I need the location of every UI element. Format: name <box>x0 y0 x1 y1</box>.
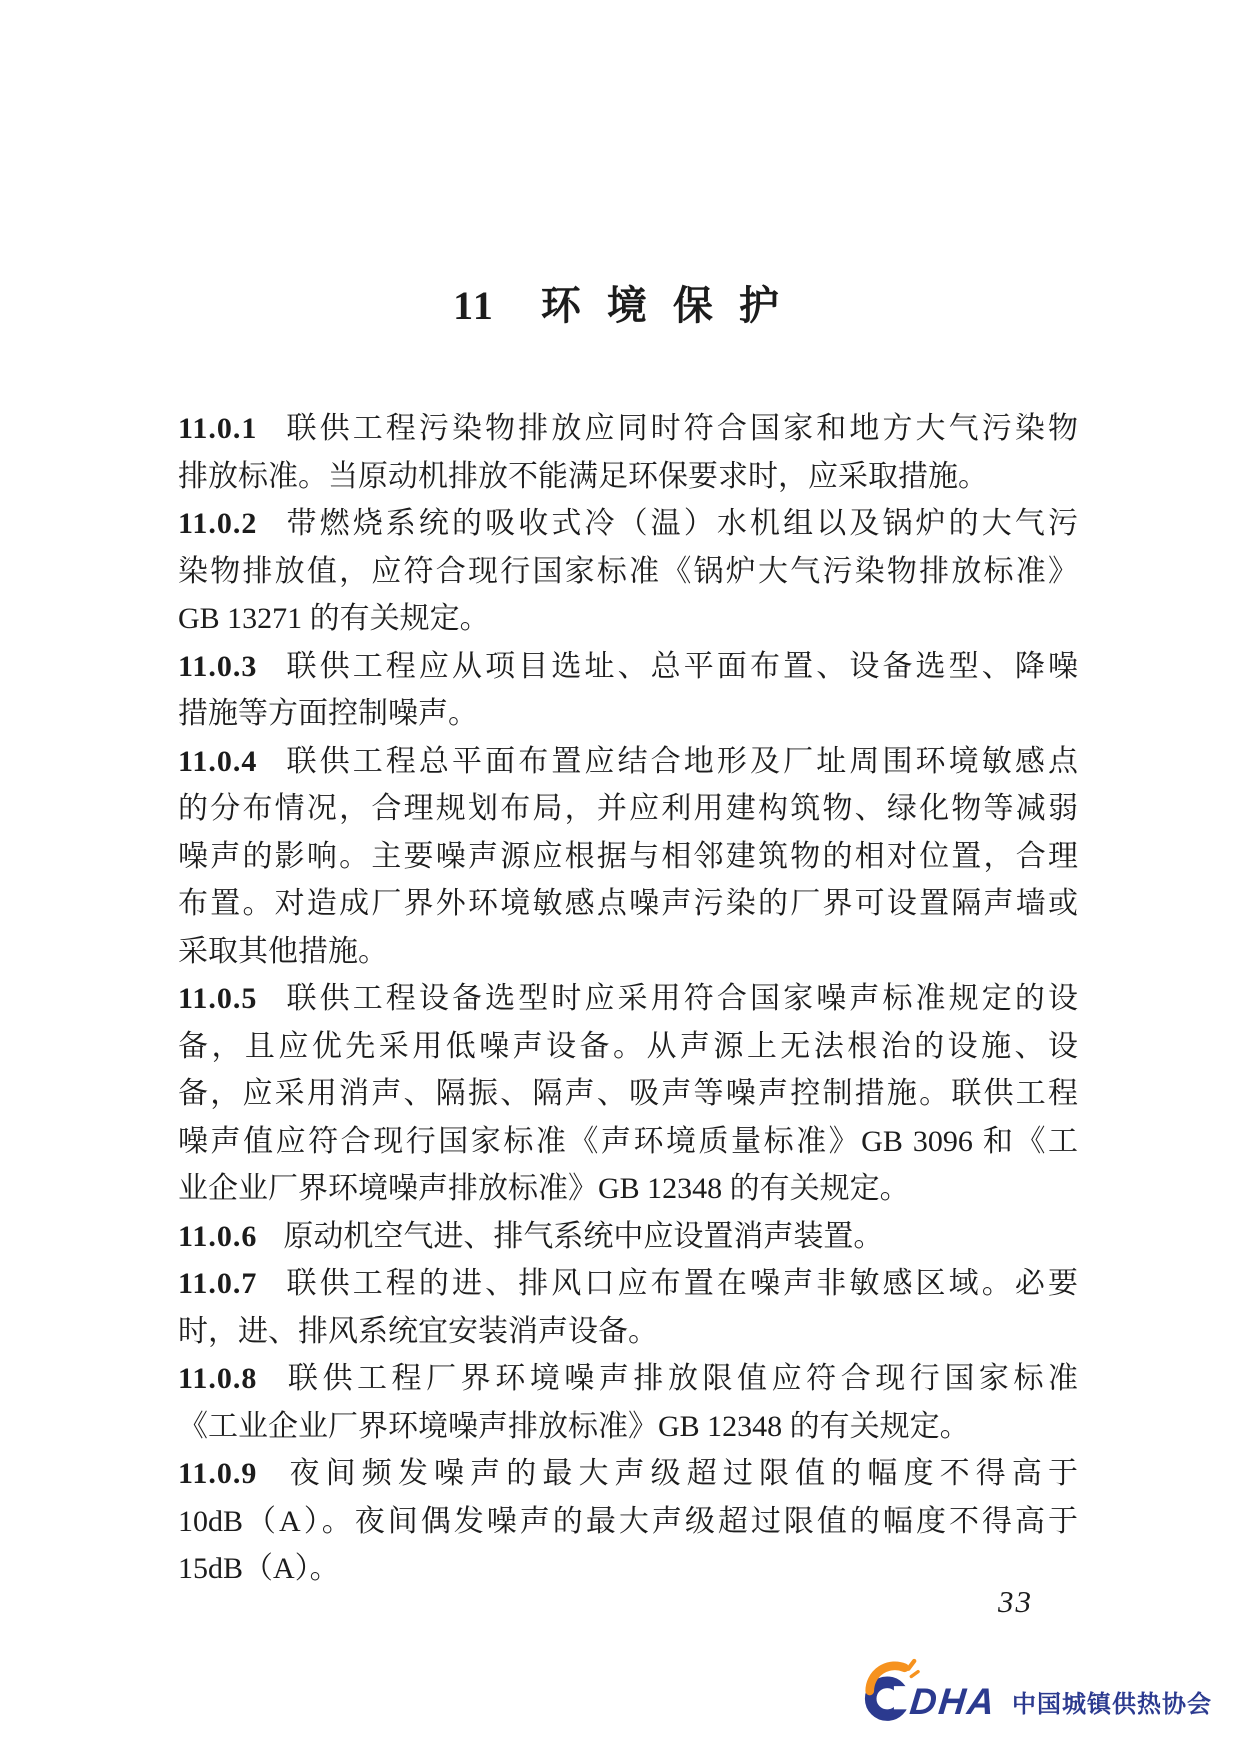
clause-text: 噪声值应符合现行国家标准《声环境质量标准》GB 3096 和《工 <box>178 1124 1078 1158</box>
text-line <box>178 1498 1078 1546</box>
text-line <box>178 1070 1078 1118</box>
clause-text: 联供工程设备选型时应采用符合国家噪声标准规定的设 <box>283 982 1078 1015</box>
clause-number: 11.0.4 <box>178 744 258 778</box>
clause-text: 联供工程的进、排风口应布置在噪声非敏感区域。必要 <box>283 1267 1078 1300</box>
text-line <box>178 1260 1078 1308</box>
clause-number: 11.0.2 <box>178 507 258 540</box>
association-name: 中国城镇供热协会 <box>1012 1691 1212 1718</box>
clause-text: 染物排放值，应符合现行国家标准《锅炉大气污染物排放标准》 <box>178 554 1078 588</box>
clause-text: 的分布情况，合理规划布局，并应利用建构筑物、绿化物等减弱 <box>178 792 1078 825</box>
clause-text: 采取其他措施。 <box>178 934 388 968</box>
clause-text: 夜间频发噪声的最大声级超过限值的幅度不得高于 <box>283 1457 1078 1490</box>
clause-number: 11.0.1 <box>178 412 258 445</box>
text-line <box>178 1023 1078 1071</box>
clause-text: 排放标准。当原动机排放不能满足环保要求时，应采取措施。 <box>178 459 988 493</box>
association-logo <box>862 1655 1212 1725</box>
clause-text: 10dB（A）。夜间偶发噪声的最大声级超过限值的幅度不得高于 <box>178 1504 1078 1538</box>
clause-text: 布置。对造成厂界外环境敏感点噪声污染的厂界可设置隔声墙或 <box>178 887 1078 920</box>
clause-text: 业企业厂界环境噪声排放标准》GB 12348 的有关规定。 <box>178 1172 910 1205</box>
chapter-number: 11 <box>453 283 495 328</box>
text-line <box>178 1213 1078 1261</box>
text-line <box>178 1545 1078 1593</box>
text-line <box>178 1450 1078 1498</box>
text-line <box>178 500 1078 548</box>
text-line <box>178 880 1078 928</box>
clause-text: 联供工程应从项目选址、总平面布置、设备选型、降噪 <box>283 649 1078 683</box>
text-line <box>178 595 1078 643</box>
text-line <box>178 548 1078 596</box>
clause-text: 联供工程污染物排放应同时符合国家和地方大气污染物 <box>283 412 1078 445</box>
clause-text: 15dB（A）。 <box>178 1552 340 1585</box>
clause-number: 11.0.8 <box>178 1362 258 1395</box>
clause-text: 时，进、排风系统宜安装消声设备。 <box>178 1314 658 1348</box>
page-number: 33 <box>998 1584 1033 1619</box>
text-line <box>178 975 1078 1023</box>
text-line <box>178 643 1078 691</box>
text-line <box>178 405 1078 453</box>
text-line <box>178 1118 1078 1166</box>
text-line <box>178 690 1078 738</box>
clause-number: 11.0.3 <box>178 649 258 683</box>
page-body <box>178 405 1078 1593</box>
text-line <box>178 928 1078 976</box>
clause-text: 带燃烧系统的吸收式冷（温）水机组以及锅炉的大气污 <box>283 507 1078 540</box>
clause-text: 备，应采用消声、隔振、隔声、吸声等噪声控制措施。联供工程 <box>178 1077 1078 1110</box>
clause-text: 联供工程总平面布置应结合地形及厂址周围环境敏感点 <box>283 744 1078 778</box>
clause-text: 备，且应优先采用低噪声设备。从声源上无法根治的设施、设 <box>178 1029 1078 1063</box>
clause-number: 11.0.5 <box>178 982 258 1015</box>
text-line <box>178 833 1078 881</box>
text-line <box>178 453 1078 501</box>
clause-number: 11.0.9 <box>178 1457 258 1490</box>
text-line <box>178 1355 1078 1403</box>
text-line <box>178 1308 1078 1356</box>
text-line <box>178 785 1078 833</box>
text-line <box>178 738 1078 786</box>
text-line <box>178 1165 1078 1213</box>
clause-text: GB 13271 的有关规定。 <box>178 602 490 635</box>
clause-text: 联供工程厂界环境噪声排放限值应符合现行国家标准 <box>283 1362 1078 1395</box>
clause-text: 《工业企业厂界环境噪声排放标准》GB 12348 的有关规定。 <box>178 1409 970 1443</box>
clause-number: 11.0.7 <box>178 1267 258 1300</box>
clause-number: 11.0.6 <box>178 1219 258 1253</box>
chapter-title-text: 环 境 保 护 <box>540 283 787 328</box>
clause-text: 原动机空气进、排气系统中应设置消声装置。 <box>283 1219 884 1253</box>
chapter-title <box>0 274 1240 331</box>
clause-text: 噪声的影响。主要噪声源应根据与相邻建筑物的相对位置，合理 <box>178 839 1078 873</box>
text-line <box>178 1403 1078 1451</box>
logo-acronym-text: DHA <box>907 1681 999 1722</box>
clause-text: 措施等方面控制噪声。 <box>178 697 478 730</box>
